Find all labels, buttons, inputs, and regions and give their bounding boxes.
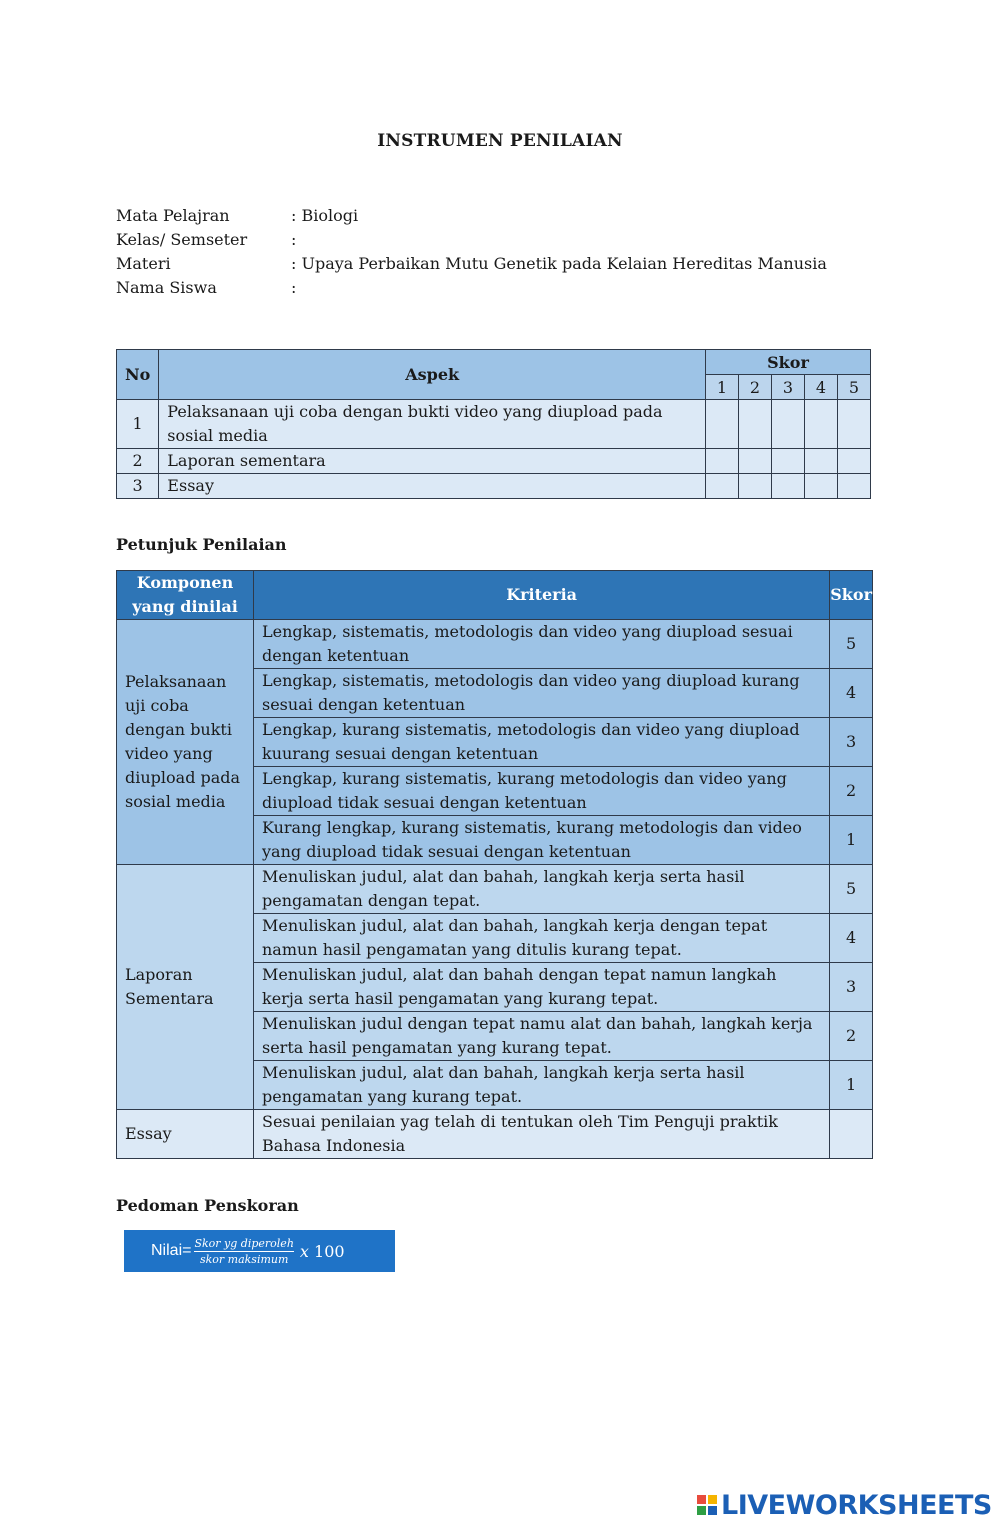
criteria-table	[116, 570, 873, 1159]
liveworksheets-logo	[697, 1488, 992, 1522]
score-cell[interactable]	[706, 449, 739, 474]
info-label: Kelas/ Semseter	[116, 230, 248, 249]
score-cell[interactable]	[706, 400, 739, 449]
kriteria-cell: Menuliskan judul, alat dan bahah, langkah kerja dengan tepat namun hasil pengamatan yang ditulis kurang tepat.	[254, 914, 830, 963]
header-komponen: Komponen yang dinilai	[117, 571, 254, 620]
info-value: :	[291, 230, 297, 249]
kriteria-cell: Menuliskan judul, alat dan bahah, langkah kerja serta hasil pengamatan dengan tepat.	[254, 865, 830, 914]
skor-cell: 5	[830, 620, 873, 669]
row-number: 2	[117, 449, 159, 474]
table-row	[117, 1110, 873, 1159]
table-row	[117, 474, 871, 499]
table-row	[117, 400, 871, 449]
kriteria-cell: Lengkap, kurang sistematis, metodologis dan video yang diupload kuurang sesuai dengan ketentuan	[254, 718, 830, 767]
logo-block	[708, 1506, 717, 1515]
row-aspek: Laporan sementara	[159, 449, 706, 474]
kriteria-cell: Kurang lengkap, kurang sistematis, kurang metodologis dan video yang diupload tidak sesuai dengan ketentuan	[254, 816, 830, 865]
formula-rhs	[300, 1242, 345, 1261]
info-row-subject	[116, 204, 827, 228]
skor-col-1: 1	[706, 375, 739, 400]
info-label: Nama Siswa	[116, 278, 217, 297]
info-row-student-name	[116, 276, 827, 300]
kriteria-cell: Lengkap, kurang sistematis, kurang metodologis dan video yang diupload tidak sesuai dengan ketentuan	[254, 767, 830, 816]
skor-cell: 1	[830, 1061, 873, 1110]
info-label: Materi	[116, 254, 171, 273]
score-cell[interactable]	[805, 400, 838, 449]
kriteria-cell: Lengkap, sistematis, metodologis dan video yang diupload kurang sesuai dengan ketentuan	[254, 669, 830, 718]
info-value: : Biologi	[291, 206, 359, 225]
info-value: :	[291, 278, 297, 297]
row-number: 1	[117, 400, 159, 449]
row-aspek: Essay	[159, 474, 706, 499]
header-aspek: Aspek	[159, 350, 706, 400]
page-title: INSTRUMEN PENILAIAN	[377, 131, 623, 151]
kriteria-cell: Menuliskan judul, alat dan bahah, langkah kerja serta hasil pengamatan yang kurang tepat.	[254, 1061, 830, 1110]
skor-col-5: 5	[838, 375, 871, 400]
student-info	[116, 204, 827, 300]
header-skor: Skor	[830, 571, 873, 620]
table-row	[117, 620, 873, 669]
logo-text: LIVEWORKSHEETS	[721, 1489, 992, 1521]
scoring-formula	[124, 1230, 395, 1272]
logo-blocks-icon	[697, 1495, 717, 1515]
fraction-bar	[194, 1251, 293, 1252]
skor-cell: 4	[830, 669, 873, 718]
header-no: No	[117, 350, 159, 400]
petunjuk-heading: Petunjuk Penilaian	[116, 535, 287, 554]
kriteria-cell: Menuliskan judul dengan tepat namu alat dan bahah, langkah kerja serta hasil pengamatan yang kurang tepat.	[254, 1012, 830, 1061]
komponen-cell: Laporan Sementara	[117, 865, 254, 1110]
skor-cell: 3	[830, 718, 873, 767]
komponen-cell: Essay	[117, 1110, 254, 1159]
formula-times: x	[299, 1241, 309, 1261]
score-cell[interactable]	[772, 400, 805, 449]
kriteria-cell: Sesuai penilaian yag telah di tentukan oleh Tim Penguji praktik Bahasa Indonesia	[254, 1110, 830, 1159]
header-kriteria: Kriteria	[254, 571, 830, 620]
score-cell[interactable]	[706, 474, 739, 499]
skor-cell: 2	[830, 1012, 873, 1061]
pedoman-heading: Pedoman Penskoran	[116, 1196, 299, 1215]
row-aspek: Pelaksanaan uji coba dengan bukti video yang diupload pada sosial media	[159, 400, 706, 449]
score-cell[interactable]	[838, 449, 871, 474]
formula-numerator: Skor yg diperoleh	[194, 1236, 294, 1250]
score-cell[interactable]	[805, 474, 838, 499]
score-cell[interactable]	[838, 474, 871, 499]
kriteria-cell: Lengkap, sistematis, metodologis dan video yang diupload sesuai dengan ketentuan	[254, 620, 830, 669]
kriteria-cell: Menuliskan judul, alat dan bahah dengan tepat namun langkah kerja serta hasil pengamatan yang kurang tepat.	[254, 963, 830, 1012]
table-row	[117, 865, 873, 914]
skor-col-3: 3	[772, 375, 805, 400]
skor-cell: 5	[830, 865, 873, 914]
info-row-class	[116, 228, 827, 252]
skor-cell	[830, 1110, 873, 1159]
score-cell[interactable]	[739, 474, 772, 499]
formula-lhs: Nilai=	[151, 1242, 192, 1259]
logo-block	[708, 1495, 717, 1504]
header-skor: Skor	[706, 350, 871, 375]
score-cell[interactable]	[772, 449, 805, 474]
skor-col-4: 4	[805, 375, 838, 400]
formula-denominator: skor maksimum	[199, 1252, 289, 1266]
table-row	[117, 449, 871, 474]
formula-factor: 100	[314, 1241, 345, 1261]
skor-cell: 2	[830, 767, 873, 816]
info-label: Mata Pelajran	[116, 206, 230, 225]
score-cell[interactable]	[805, 449, 838, 474]
row-number: 3	[117, 474, 159, 499]
skor-cell: 3	[830, 963, 873, 1012]
logo-block	[697, 1495, 706, 1504]
komponen-cell: Pelaksanaan uji coba dengan bukti video yang diupload pada sosial media	[117, 620, 254, 865]
skor-cell: 1	[830, 816, 873, 865]
info-row-material	[116, 252, 827, 276]
score-cell[interactable]	[739, 400, 772, 449]
score-cell[interactable]	[772, 474, 805, 499]
score-cell[interactable]	[838, 400, 871, 449]
score-cell[interactable]	[739, 449, 772, 474]
assessment-table	[116, 349, 871, 499]
skor-col-2: 2	[739, 375, 772, 400]
info-value: : Upaya Perbaikan Mutu Genetik pada Kelaian Hereditas Manusia	[291, 254, 827, 273]
logo-block	[697, 1506, 706, 1515]
skor-cell: 4	[830, 914, 873, 963]
formula-fraction	[194, 1237, 293, 1266]
